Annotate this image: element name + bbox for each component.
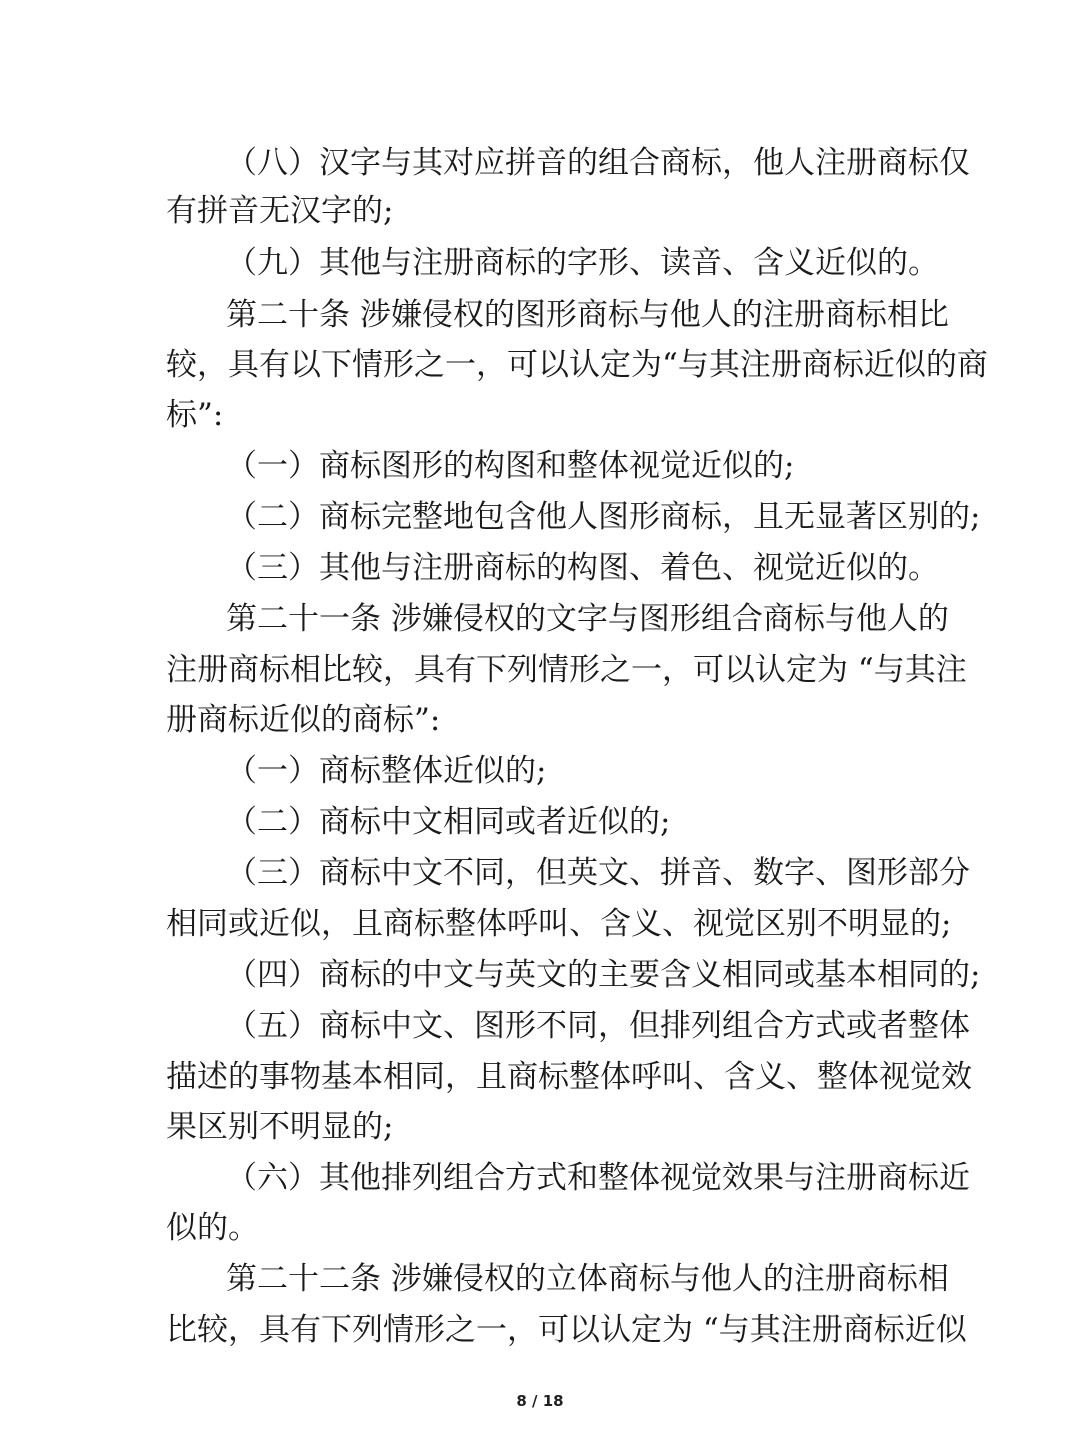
text-line: （三）商标中文不同，但英文、拼音、数字、图形部分 [226,855,970,891]
text-line: （二）商标中文相同或者近似的; [226,804,671,840]
text-line: 描述的事物基本相同，且商标整体呼叫、含义、整体视觉效 [166,1059,972,1095]
text-line: （四）商标的中文与英文的主要含义相同或基本相同的; [226,957,981,993]
text-line: （三）其他与注册商标的构图、着色、视觉近似的。 [226,550,939,586]
text-line: （五）商标中文、图形不同，但排列组合方式或者整体 [226,1008,970,1044]
text-line: 果区别不明显的; [166,1109,394,1145]
text-line: 比较，具有下列情形之一，可以认定为 “与其注册商标近似 [166,1312,967,1348]
text-line: （八）汉字与其对应拼音的组合商标，他人注册商标仅 [226,145,970,181]
text-line: （九）其他与注册商标的字形、读音、含义近似的。 [226,245,939,281]
page-number: 8 / 18 [516,1392,564,1410]
text-line: （二）商标完整地包含他人图形商标，且无显著区别的; [226,499,981,535]
article-heading-line: 第二十条 涉嫌侵权的图形商标与他人的注册商标相比 [226,297,949,333]
text-line: （六）其他排列组合方式和整体视觉效果与注册商标近 [226,1160,970,1196]
text-line: 较，具有以下情形之一，可以认定为“与其注册商标近似的商 [166,347,988,383]
text-line: 册商标近似的商标”: [166,702,441,738]
text-line: （一）商标图形的构图和整体视觉近似的; [226,448,795,484]
article-heading-line: 第二十二条 涉嫌侵权的立体商标与他人的注册商标相 [226,1261,949,1297]
text-line: 标”: [166,397,224,433]
text-line: 相同或近似，且商标整体呼叫、含义、视觉区别不明显的; [166,906,952,942]
article-heading-line: 第二十一条 涉嫌侵权的文字与图形组合商标与他人的 [226,601,949,637]
text-line: 注册商标相比较，具有下列情形之一，可以认定为 “与其注 [166,652,967,688]
text-line: （一）商标整体近似的; [226,753,547,789]
text-line: 似的。 [166,1210,259,1246]
text-line: 有拼音无汉字的; [166,193,394,229]
